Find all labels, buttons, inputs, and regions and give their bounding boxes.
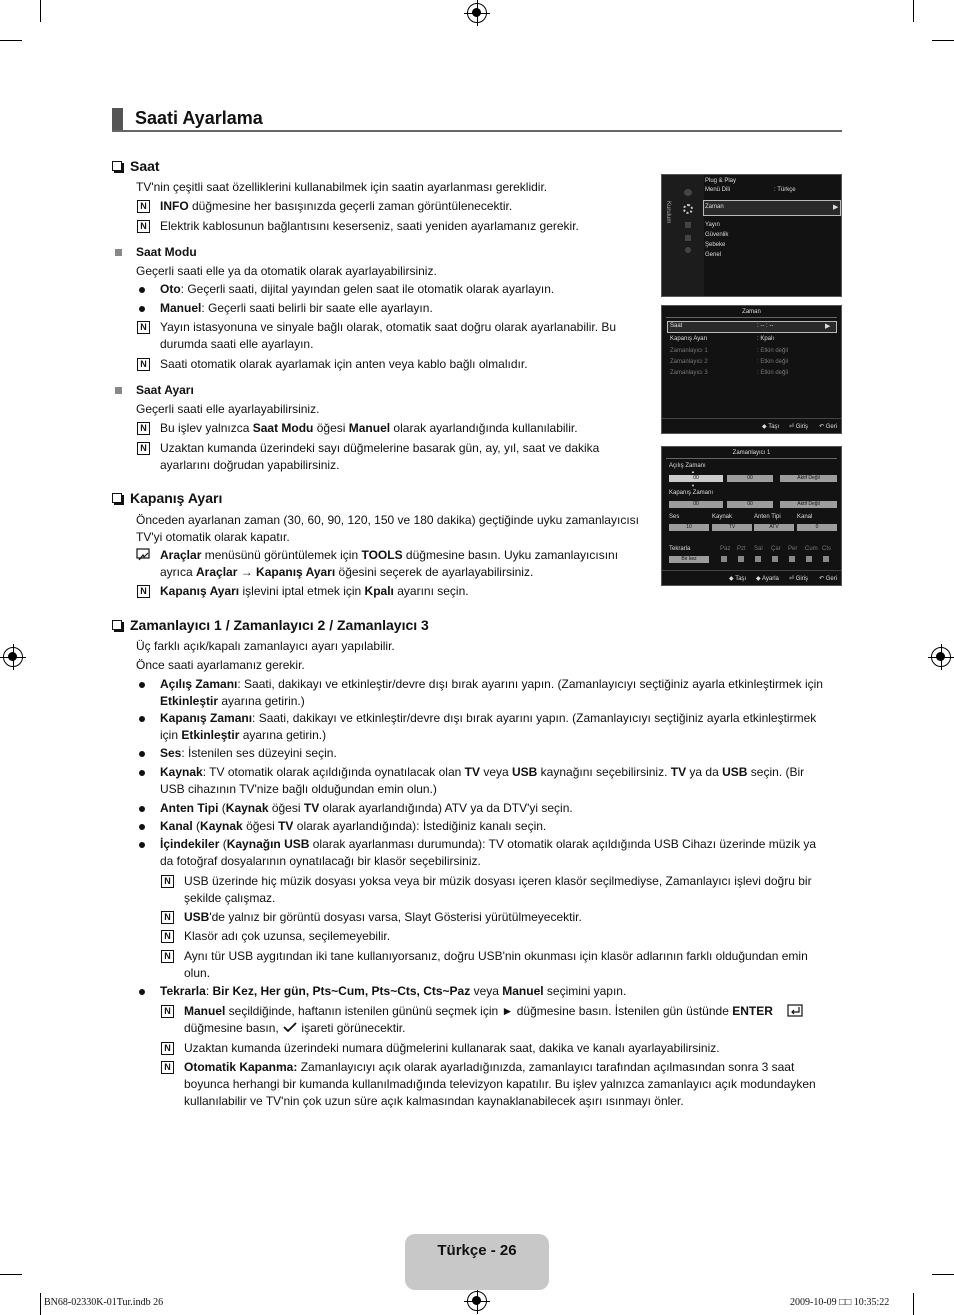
square-bullet-icon (115, 249, 122, 256)
nav-adjust: ◆ Ayarla (756, 576, 779, 582)
title-bar-decoration (112, 108, 123, 130)
day-checkbox[interactable] (789, 556, 795, 562)
kapanis-desc-a: Önceden ayarlanan zaman (30, 60, 90, 120, 150 ve 180 dakika) geçtiğinde uyku zamanlayıcısı (136, 513, 639, 527)
menu-item-zaman[interactable]: Zaman (705, 204, 724, 210)
label-anten-tipi: Anten Tipi (754, 514, 781, 520)
label-kapanis-zamani: Kapanış Zamanı (669, 490, 714, 496)
zamanlayici-1-value: : Etkin değil (757, 348, 789, 354)
acilis-minute-field[interactable]: 00 (727, 475, 773, 482)
enter-icon: ⏎ (789, 576, 795, 582)
registration-mark-icon (931, 647, 951, 667)
saat-note-2: Elektrik kablosunun bağlantısını keserseniz, saati yeniden ayarlamanız gerekir. (160, 219, 579, 233)
saat-ayari-note-2b: ayarlarını doğrudan yapabilirsiniz. (160, 458, 340, 472)
label-kanal: Kanal (797, 514, 813, 520)
note-icon (137, 200, 150, 213)
zamanlayici-3-value: : Etkin değil (757, 370, 789, 376)
saat-modu-oto: Oto: Geçerli saati, dijital yayından gelen saat ile otomatik olarak ayarlayın. (160, 282, 555, 296)
saat-modu-note-1a: Yayın istasyonuna ve sinyale bağlı olarak, otomatik saat doğru olarak ayarlanabilir. Bu (160, 320, 617, 334)
tv-menu-kurulum (661, 174, 842, 297)
day-label: Sal (754, 546, 763, 552)
registration-mark-icon (3, 647, 23, 667)
acilis-active-field[interactable]: Aktif Değil (780, 475, 837, 482)
saat-intro: TV'nin çeşitli saat özelliklerini kullanabilmek için saatin ayarlanması gereklidir. (136, 180, 548, 194)
menu-sidebar-label: Kurulum (665, 201, 671, 224)
menu-item-menu-dili[interactable]: Menü Dili (705, 187, 731, 193)
saat-value: : -- : -- (757, 323, 774, 329)
day-label: Per (788, 546, 798, 552)
zaman-kapanis-b: için Etkinleştir ayarına getirin.) (160, 728, 327, 742)
zaman-kaynak-b: USB cihazının TV'nize bağlı olduğundan emin olun.) (160, 782, 437, 796)
day-checkbox[interactable] (738, 556, 744, 562)
day-checkbox[interactable] (721, 556, 727, 562)
label-tekrarla: Tekrarla (669, 546, 691, 552)
zaman-tekrarla: Tekrarla: Bir Kez, Her gün, Pts~Cum, Pts~Cts, Cts~Paz veya Manuel seçimini yapın. (160, 984, 627, 998)
bullet-dot-icon (139, 842, 145, 848)
picture-icon (684, 189, 692, 196)
note-icon (161, 1005, 174, 1018)
kapanis-tools-1: Araçlar menüsünü görüntülemek için TOOLS düğmesine basın. Uyku zamanlayıcısını (160, 548, 619, 562)
section-heading-kapanis: Kapanış Ayarı (112, 490, 222, 506)
zamanlayici-2-value: : Etkin değil (757, 359, 789, 365)
note-icon (161, 950, 174, 963)
note-icon (161, 1042, 174, 1055)
print-slug-right: 2009-10-09 □□ 10:35:22 (790, 1297, 890, 1308)
menu-item-highlight (667, 321, 837, 333)
menu-item-sebeke[interactable]: Şebeke (705, 242, 726, 248)
zaman-remote-note: Uzaktan kumanda üzerindeki numara düğmelerini kullanarak saat, dakika ve kanalı ayarlayabilirsiniz. (184, 1041, 720, 1055)
return-icon: ↶ (819, 424, 825, 430)
acilis-hour-field[interactable]: 00 (669, 475, 723, 482)
checkbox-bullet-icon (112, 493, 122, 503)
kapanis-note-1: Kapanış Ayarı işlevini iptal etmek için Kpalı ayarını seçin. (160, 584, 469, 598)
tv-menu-zamanlayici-1 (661, 446, 842, 586)
ses-field[interactable]: 10 (669, 524, 709, 531)
zaman-ses: Ses: İstenilen ses düzeyini seçin. (160, 746, 337, 760)
saat-note-1: INFO düğmesine her basışınızda geçerli zaman görüntülenecektir. (160, 199, 513, 213)
menu-item-zamanlayici-2[interactable]: Zamanlayıcı 2 (670, 359, 708, 365)
label-ses: Ses (669, 514, 680, 520)
zaman-kaynak-a: Kaynak: TV otomatik olarak açıldığında oynatılacak olan TV veya USB kaynağını seçebilirsiniz. TV ya da USB seçin. (Bir (160, 765, 805, 779)
bullet-dot-icon (139, 770, 145, 776)
zaman-otomatik-b: boyunca herhangi bir kumanda kullanılmadığında televizyon kapatılır. Bu işlev yalnızca zamanlayıcı açık modundayken (184, 1077, 816, 1091)
menu-item-yayin[interactable]: Yayın (705, 222, 720, 228)
menu-item-genel[interactable]: Genel (705, 252, 722, 258)
menu-item-zamanlayici-3[interactable]: Zamanlayıcı 3 (670, 370, 708, 376)
kapanis-desc-b: TV'yi otomatik olarak kapatır. (136, 530, 290, 544)
zaman-acilis-b: Etkinleştir ayarına getirin.) (160, 694, 305, 708)
menu-item-kapanis[interactable]: Kapanış Ayarı (670, 336, 708, 342)
saat-ayari-note-2a: Uzaktan kumanda üzerindeki sayı düğmelerine basarak gün, ay, yıl, saat ve dakika (160, 441, 600, 455)
zaman-note-3: Klasör adı çok uzunsa, seçilemeyebilir. (184, 929, 391, 943)
arrow-down-icon: ▼ (691, 483, 695, 488)
note-icon (137, 321, 150, 334)
enter-icon (787, 1004, 803, 1017)
bullet-dot-icon (139, 306, 145, 312)
updown-icon: ◆ (756, 576, 761, 582)
tools-icon (136, 548, 151, 562)
registration-mark-icon (467, 3, 487, 23)
kaynak-field[interactable]: TV (712, 524, 752, 531)
kapanis-active-field[interactable]: Aktif Değil (780, 501, 837, 508)
arrow-right-icon: ▶ (833, 204, 839, 211)
zaman-note-2: USB'de yalnız bir görüntü dosyası varsa, Slayt Gösterisi yürütülmeyecektir. (184, 910, 582, 924)
nav-return: ↶ Geri (819, 576, 838, 582)
crop-mark (0, 1274, 22, 1275)
kapanis-tools-2: ayrıca Araçlar → Kapanış Ayarı öğesini seçerek de ayarlayabilirsiniz. (160, 565, 534, 579)
day-label: Cts (822, 546, 831, 552)
saat-modu-manuel: Manuel: Geçerli saati belirli bir saate elle ayarlayın. (160, 301, 433, 315)
zaman-note-1b: şekilde çalışmaz. (184, 891, 276, 905)
kapanis-value: : Kpalı (757, 336, 775, 342)
gear-icon (683, 204, 693, 214)
zaman-kapanis-a: Kapanış Zamanı: Saati, dakikayı ve etkinleştir/devre dışı bırak ayarını yapın. (Zamanlayıcıyı seçtiğiniz ayarla etkinleştirmek (160, 711, 817, 725)
nav-move: ◆ Taşı (762, 424, 780, 430)
day-label: Paz (720, 546, 731, 552)
divider (666, 458, 837, 459)
saat-ayari-note-1: Bu işlev yalnızca Saat Modu öğesi Manuel olarak ayarlandığında kullanılabilir. (160, 421, 578, 435)
note-icon (161, 911, 174, 924)
zaman-manuel-note-a: Manuel seçildiğinde, haftanın istenilen gününü seçmek için ► düğmesine basın. İstenilen gün üstünde ENTER (184, 1004, 773, 1018)
move-icon: ◆ (729, 576, 734, 582)
label-acilis-zamani: Açılış Zamanı (669, 463, 706, 469)
screen-title: Zamanlayıcı 1 (732, 450, 771, 456)
enter-icon: ⏎ (789, 424, 795, 430)
saat-modu-note-2: Saati otomatik olarak ayarlamak için anten veya kablo bağlı olmalıdır. (160, 357, 528, 371)
print-slug-left: BN68-02330K-01Tur.indb 26 (44, 1297, 164, 1308)
menu-sidebar (662, 175, 704, 296)
section-heading-zamanlayici: Zamanlayıcı 1 / Zamanlayıcı 2 / Zamanlayıcı 3 (112, 617, 429, 633)
day-checkbox[interactable] (806, 556, 812, 562)
tekrarla-field[interactable]: Bir kez (669, 556, 709, 563)
label-kaynak: Kaynak (712, 514, 733, 520)
page-title: Saati Ayarlama (135, 108, 263, 128)
menu-item-guvenlik[interactable]: Güvenlik (705, 232, 729, 238)
zaman-manuel-note-b: düğmesine basın, işareti görünecektir. (184, 1021, 406, 1035)
note-icon (137, 220, 150, 233)
menu-item-plug-play[interactable]: Plug & Play (705, 178, 737, 184)
bullet-dot-icon (139, 824, 145, 830)
divider (666, 317, 837, 318)
bullet-dot-icon (139, 682, 145, 688)
support-icon (685, 235, 691, 241)
day-checkbox[interactable] (823, 556, 829, 562)
note-icon (137, 358, 150, 371)
crop-mark (913, 0, 914, 22)
zaman-note-4a: Aynı tür USB aygıtından iki tane kullanıyorsanız, doğru USB'nin okunması için klasör adlarının farklı olduğundan emin (184, 949, 808, 963)
zaman-otomatik-a: Otomatik Kapanma: Zamanlayıcıyı açık olarak ayarladığınızda, zamanlayıcı tarafından açılmasından sonra 3 saat (184, 1060, 795, 1074)
crop-mark (932, 40, 954, 41)
subheading-saat-modu: Saat Modu (136, 245, 197, 259)
saat-modu-note-1b: durumda saati elle ayarlayın. (160, 337, 314, 351)
bullet-dot-icon (139, 287, 145, 293)
note-icon (137, 442, 150, 455)
kapanis-hour-field[interactable]: 00 (669, 501, 723, 508)
subheading-saat-ayari: Saat Ayarı (136, 383, 194, 397)
crop-mark (932, 1274, 954, 1275)
crop-mark (913, 1293, 914, 1315)
menu-item-saat[interactable]: Saat (670, 323, 683, 329)
bullet-dot-icon (139, 716, 145, 722)
square-bullet-icon (115, 387, 122, 394)
zaman-note-1a: USB üzerinde hiç müzik dosyası yoksa veya bir müzik dosyası içeren klasör seçilmediyse, Zamanlayıcı işlevi doğru bir (184, 874, 812, 888)
divider (662, 570, 841, 571)
zaman-otomatik-c: kullanılabilir ve TV'nin çok uzun süre açık kalmasından kaynaklanabilecek aşırı ısınmayı önler. (184, 1094, 684, 1108)
note-icon (137, 422, 150, 435)
zaman-line-2: Önce saati ayarlamanız gerekir. (136, 658, 305, 672)
day-label: Çar (771, 546, 781, 552)
input-icon (685, 222, 691, 228)
arrow-up-icon: ▲ (691, 469, 695, 474)
arrow-right-icon: ▶ (825, 323, 831, 330)
zaman-icindekiler-b: da fotoğraf dosyalarının oynatılacağı bir klasör seçebilirsiniz. (160, 854, 481, 868)
day-checkbox[interactable] (772, 556, 778, 562)
zaman-kanal: Kanal (Kaynak öğesi TV olarak ayarlandığında): İstediğiniz kanalı seçin. (160, 819, 547, 833)
menu-dili-value: : Türkçe (774, 187, 796, 193)
anten-tipi-field[interactable]: ATV (754, 524, 794, 531)
note-icon (137, 585, 150, 598)
note-icon (161, 1061, 174, 1074)
zaman-note-4b: olun. (184, 966, 211, 980)
bullet-dot-icon (139, 751, 145, 757)
note-icon (161, 875, 174, 888)
check-icon (282, 1022, 298, 1033)
screen-title: Zaman (742, 309, 761, 315)
crop-mark (40, 0, 41, 22)
tv-menu-zaman (661, 305, 842, 434)
day-label: Cum (805, 546, 818, 552)
updown-icon: ◆ (762, 424, 767, 430)
crop-mark (40, 1293, 41, 1315)
nav-enter: ⏎ Giriş (789, 576, 809, 582)
kapanis-minute-field[interactable]: 00 (727, 501, 773, 508)
divider (662, 418, 841, 419)
bullet-dot-icon (139, 989, 145, 995)
menu-item-highlight (703, 200, 841, 216)
bullet-dot-icon (139, 806, 145, 812)
note-icon (161, 930, 174, 943)
section-heading-saat: Saat (112, 158, 160, 174)
checkbox-bullet-icon (112, 161, 122, 171)
title-rule (112, 130, 842, 132)
return-icon: ↶ (819, 576, 825, 582)
zaman-line-1: Üç farklı açık/kapalı zamanlayıcı ayarı yapılabilir. (136, 639, 395, 653)
day-label: Pzt (737, 546, 746, 552)
nav-move: ◆ Taşı (729, 576, 747, 582)
zaman-anten: Anten Tipi (Kaynak öğesi TV olarak ayarlandığında) ATV ya da DTV'yi seçin. (160, 801, 573, 815)
application-icon (685, 247, 691, 253)
zaman-acilis-a: Açılış Zamanı: Saati, dakikayı ve etkinleştir/devre dışı bırak ayarını yapın. (Zamanlayıcıyı seçtiğiniz ayarla etkinleştirmek için (160, 677, 823, 691)
zaman-icindekiler-a: İçindekiler (Kaynağın USB olarak ayarlanması durumunda): TV otomatik olarak açıldığında USB Cihazı üzerinde müzik ya (160, 837, 817, 851)
saat-ayari-desc: Geçerli saati elle ayarlayabilirsiniz. (136, 402, 320, 416)
nav-return: ↶ Geri (819, 424, 838, 430)
menu-item-zamanlayici-1[interactable]: Zamanlayıcı 1 (670, 348, 708, 354)
nav-enter: ⏎ Giriş (789, 424, 809, 430)
kanal-field[interactable]: 0 (797, 524, 837, 531)
saat-modu-desc: Geçerli saati elle ya da otomatik olarak ayarlayabilirsiniz. (136, 264, 437, 278)
day-checkbox[interactable] (755, 556, 761, 562)
crop-mark (0, 40, 22, 41)
checkbox-bullet-icon (112, 620, 122, 630)
page-number: Türkçe - 26 (437, 1242, 517, 1259)
registration-mark-icon (467, 1291, 487, 1311)
